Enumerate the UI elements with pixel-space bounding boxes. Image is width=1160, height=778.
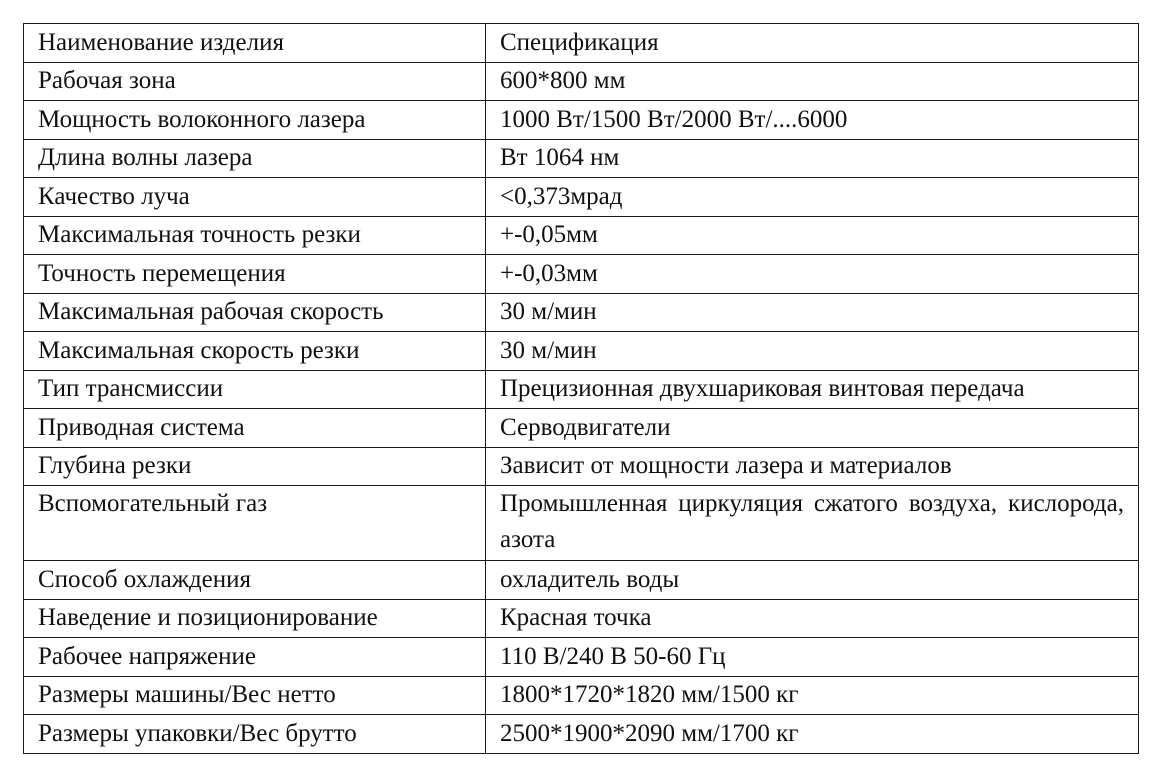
row-name-cell: Рабочее напряжение	[24, 638, 486, 677]
row-spec-cell: <0,373мрад	[486, 178, 1139, 217]
row-spec-cell: 1000 Вт/1500 Вт/2000 Вт/....6000	[486, 101, 1139, 140]
row-spec-cell: Красная точка	[486, 599, 1139, 638]
row-spec-cell: Прецизионная двухшариковая винтовая передача	[486, 370, 1139, 409]
row-spec-cell: 30 м/мин	[486, 332, 1139, 371]
row-spec-cell: Промышленная циркуляция сжатого воздуха, кислорода, азота	[486, 486, 1139, 561]
row-spec-cell: +-0,03мм	[486, 255, 1139, 294]
row-spec-cell: 2500*1900*2090 мм/1700 кг	[486, 715, 1139, 754]
row-name-cell: Размеры машины/Вес нетто	[24, 676, 486, 715]
table-row	[24, 216, 1139, 255]
row-name-cell: Максимальная точность резки	[24, 216, 486, 255]
table-row	[24, 332, 1139, 371]
row-name-cell: Точность перемещения	[24, 255, 486, 294]
row-name-cell: Приводная система	[24, 409, 486, 448]
table-row	[24, 178, 1139, 217]
header-spec-cell: Спецификация	[486, 24, 1139, 63]
row-name-cell: Размеры упаковки/Вес брутто	[24, 715, 486, 754]
row-name-cell: Рабочая зона	[24, 62, 486, 101]
row-spec-cell: Вт 1064 нм	[486, 139, 1139, 178]
table-row	[24, 638, 1139, 677]
table-row	[24, 561, 1139, 600]
row-name-cell: Длина волны лазера	[24, 139, 486, 178]
table-row	[24, 139, 1139, 178]
table-row	[24, 293, 1139, 332]
table-row	[24, 715, 1139, 754]
row-spec-cell: 600*800 мм	[486, 62, 1139, 101]
row-name-cell: Максимальная скорость резки	[24, 332, 486, 371]
header-name-cell: Наименование изделия	[24, 24, 486, 63]
row-spec-cell: Серводвигатели	[486, 409, 1139, 448]
row-name-cell: Вспомогательный газ	[24, 486, 486, 561]
row-spec-cell: 110 В/240 В 50-60 Гц	[486, 638, 1139, 677]
table-row	[24, 676, 1139, 715]
row-name-cell: Глубина резки	[24, 447, 486, 486]
table-row	[24, 409, 1139, 448]
row-spec-cell: 30 м/мин	[486, 293, 1139, 332]
table-header-row	[24, 24, 1139, 63]
row-name-cell: Наведение и позиционирование	[24, 599, 486, 638]
table-row	[24, 255, 1139, 294]
row-name-cell: Мощность волоконного лазера	[24, 101, 486, 140]
row-spec-cell: охладитель воды	[486, 561, 1139, 600]
table-row	[24, 101, 1139, 140]
table-row	[24, 599, 1139, 638]
table-row	[24, 62, 1139, 101]
row-name-cell: Тип трансмиссии	[24, 370, 486, 409]
table-row	[24, 370, 1139, 409]
table-row	[24, 447, 1139, 486]
row-name-cell: Качество луча	[24, 178, 486, 217]
row-spec-cell: Зависит от мощности лазера и материалов	[486, 447, 1139, 486]
row-spec-cell: +-0,05мм	[486, 216, 1139, 255]
table-row	[24, 486, 1139, 561]
row-spec-cell: 1800*1720*1820 мм/1500 кг	[486, 676, 1139, 715]
row-name-cell: Максимальная рабочая скорость	[24, 293, 486, 332]
row-name-cell: Способ охлаждения	[24, 561, 486, 600]
specification-table	[23, 23, 1139, 754]
